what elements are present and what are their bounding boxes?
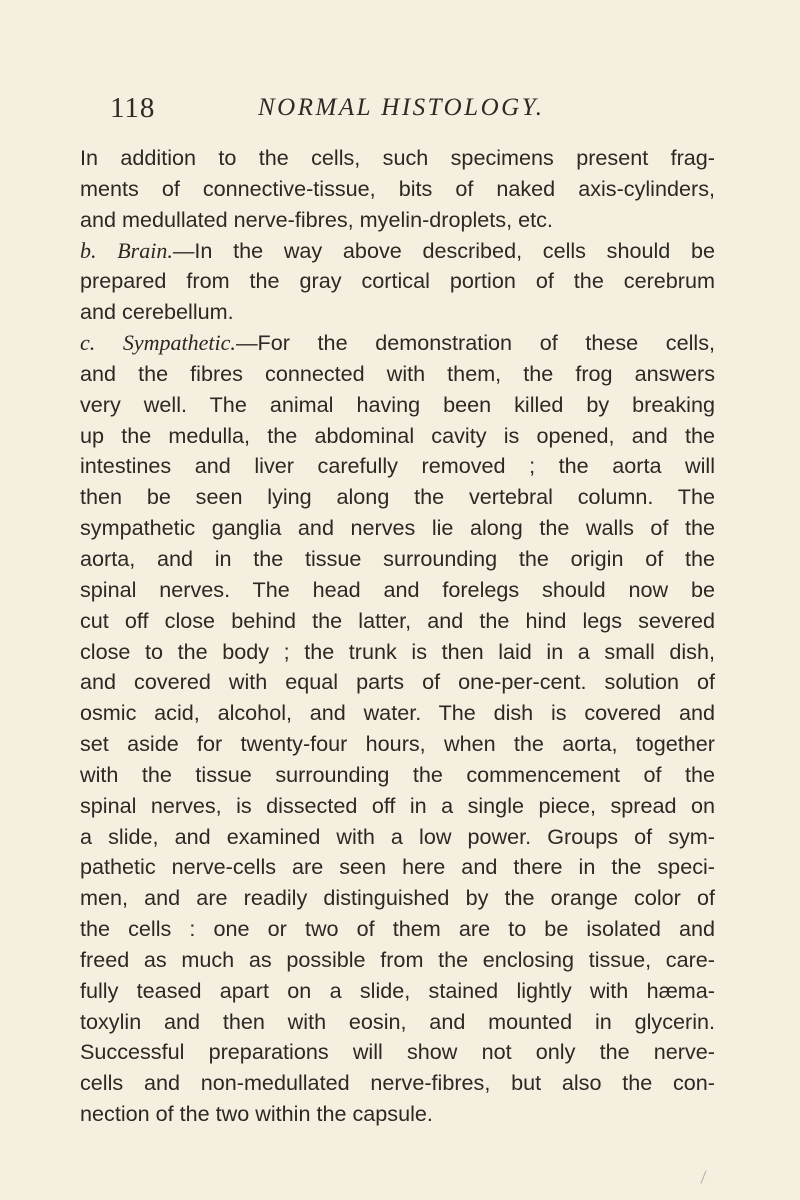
text-line: and medullated nerve-fibres, myelin-droplets, etc. <box>80 206 553 232</box>
paper-speck <box>700 1170 706 1183</box>
body-text <box>80 143 715 1130</box>
text-line: men, and are readily distinguished by the orange color of <box>80 885 715 911</box>
item-marker: c. <box>80 330 96 356</box>
text-line: cells and non-medullated nerve-fibres, but also the con- <box>80 1070 715 1096</box>
text-line: nection of the two within the capsule. <box>80 1101 433 1127</box>
page-number: 118 <box>110 92 156 124</box>
text-line: close to the body ; the trunk is then laid in a small dish, <box>80 638 715 664</box>
text-line: aorta, and in the tissue surrounding the origin of the <box>80 545 715 571</box>
section-heading: Brain. <box>117 237 173 263</box>
paragraph-b-first-line <box>80 236 715 267</box>
text-line: intestines and liver carefully removed ; the aorta will <box>80 453 715 479</box>
text-line: spinal nerves. The head and forelegs should now be <box>80 576 715 602</box>
text-line: and cerebellum. <box>80 299 234 325</box>
text-line: and covered with equal parts of one-per-cent. solution of <box>80 669 715 695</box>
text-line: cut off close behind the latter, and the hind legs severed <box>80 607 715 633</box>
text-segment: —For the demonstration of these cells, <box>235 330 715 356</box>
text-segment: —In the way above described, cells should be <box>172 237 715 263</box>
text-line: freed as much as possible from the enclosing tissue, care- <box>80 946 715 972</box>
text-line: ments of connective-tissue, bits of naked axis-cylinders, <box>80 175 715 201</box>
text-line: sympathetic ganglia and nerves lie along the walls of the <box>80 515 715 541</box>
item-marker: b. <box>80 237 97 263</box>
text-line: prepared from the gray cortical portion of the cerebrum <box>80 268 715 294</box>
section-heading: Sympathetic. <box>122 330 236 356</box>
text-line: with the tissue surrounding the commencement of the <box>80 761 715 787</box>
running-title: NORMAL HISTOLOGY. <box>258 94 545 121</box>
text-line: set aside for twenty-four hours, when the aorta, together <box>80 731 715 757</box>
text-line: very well. The animal having been killed by breaking <box>80 391 715 417</box>
text-line: and the fibres connected with them, the frog answers <box>80 360 715 386</box>
paragraph-c-first-line <box>80 328 715 359</box>
text-line: fully teased apart on a slide, stained lightly with hæma- <box>80 977 715 1003</box>
running-head <box>110 92 730 128</box>
text-line: osmic acid, alcohol, and water. The dish is covered and <box>80 700 715 726</box>
text-line: a slide, and examined with a low power. Groups of sym- <box>80 823 715 849</box>
text-line: Successful preparations will show not only the nerve- <box>80 1039 715 1065</box>
text-line: up the medulla, the abdominal cavity is opened, and the <box>80 422 715 448</box>
text-line: the cells : one or two of them are to be isolated and <box>80 916 715 942</box>
text-line: In addition to the cells, such specimens present frag- <box>80 145 715 170</box>
text-line: then be seen lying along the vertebral column. The <box>80 484 715 510</box>
text-line: toxylin and then with eosin, and mounted in glycerin. <box>80 1008 715 1034</box>
text-line: pathetic nerve-cells are seen here and there in the speci- <box>80 854 715 880</box>
text-line: spinal nerves, is dissected off in a single piece, spread on <box>80 792 715 818</box>
